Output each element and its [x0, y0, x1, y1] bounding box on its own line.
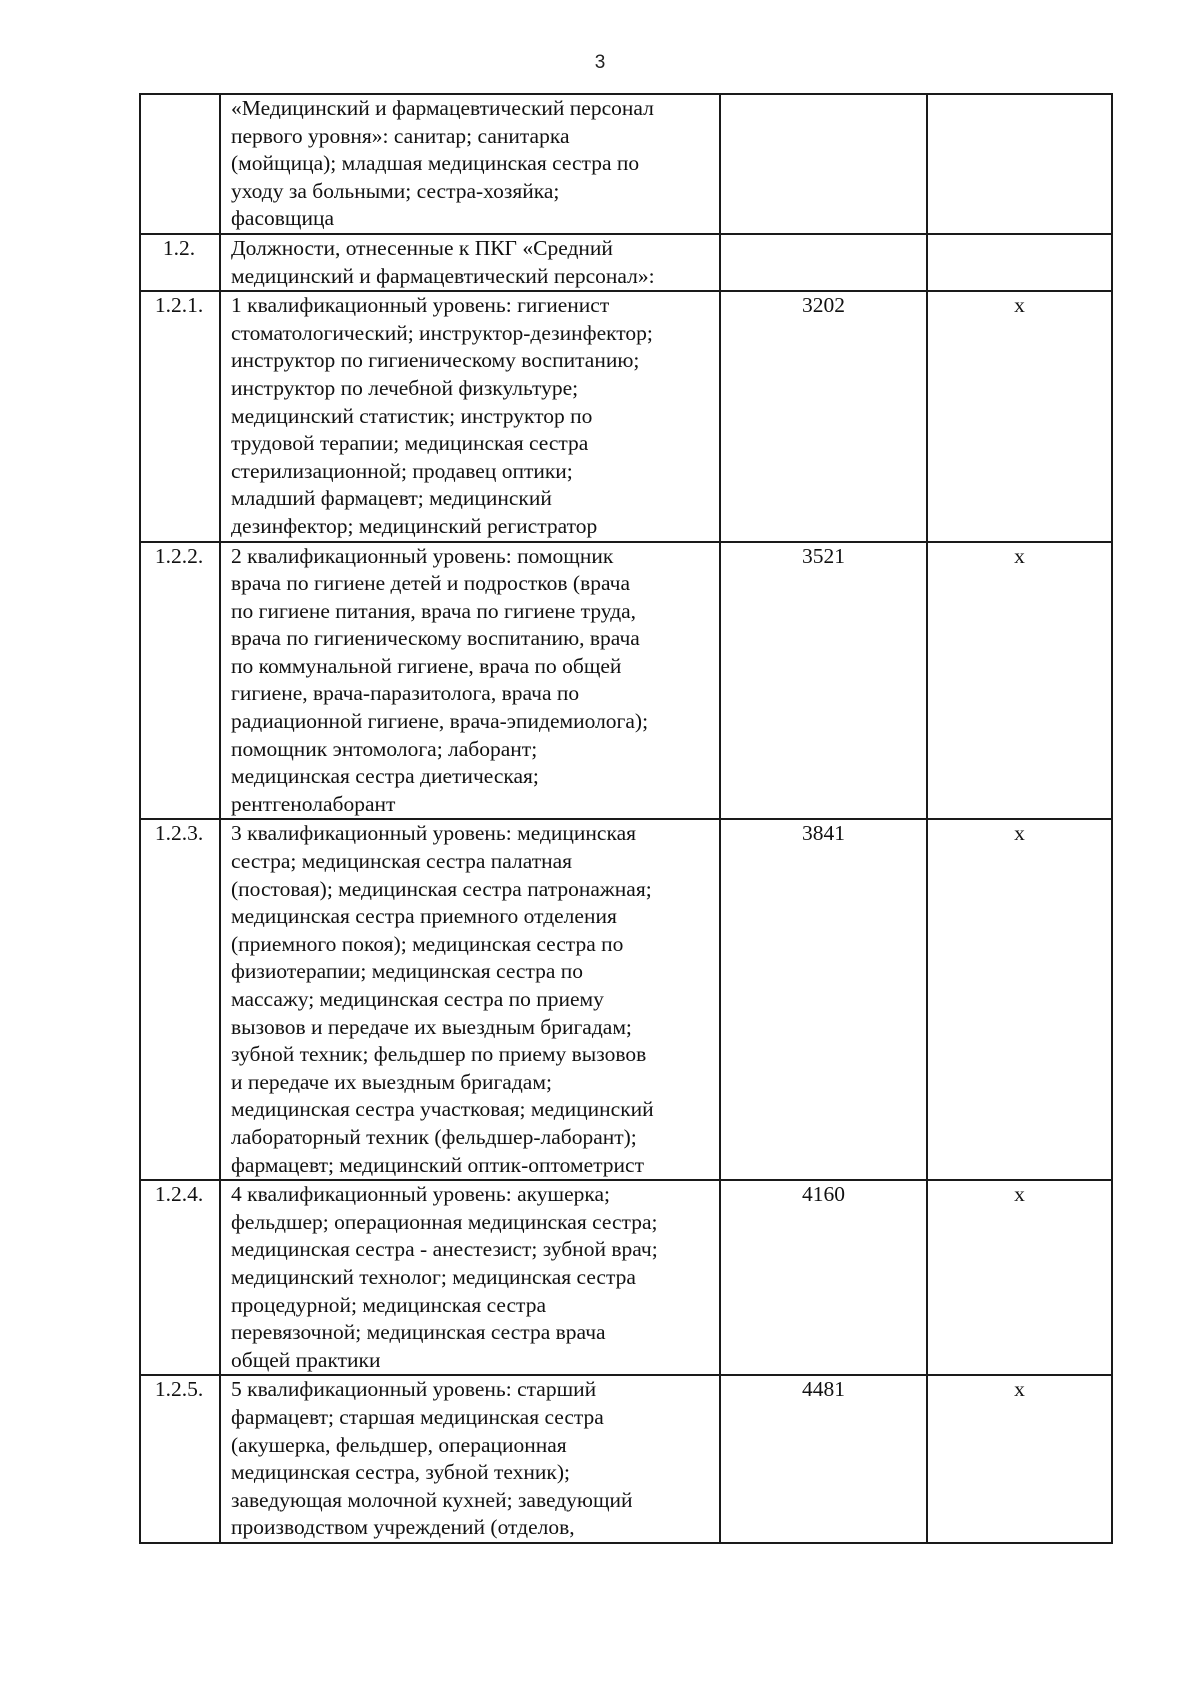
description-line: 5 квалификационный уровень: старший — [231, 1377, 597, 1402]
description-line: медицинский и фармацевтический персонал»: — [231, 263, 655, 288]
position-description — [220, 234, 720, 291]
description-line: (приемного покоя); медицинская сестра по — [231, 931, 624, 956]
description-line: общей практики — [231, 1347, 381, 1372]
salary-amount — [720, 234, 927, 291]
description-line: (постовая); медицинская сестра патронажная; — [231, 876, 652, 901]
description-line: по коммунальной гигиене, врача по общей — [231, 653, 622, 678]
description-line: врача по гигиене детей и подростков (врача — [231, 571, 631, 596]
description-line: стерилизационной; продавец оптики; — [231, 458, 573, 483]
row-number: 1.2. — [140, 234, 220, 291]
row-number: 1.2.3. — [140, 819, 220, 1180]
row-number: 1.2.4. — [140, 1180, 220, 1375]
salary-amount: 4160 — [720, 1180, 927, 1375]
row-number: 1.2.2. — [140, 542, 220, 820]
row-number — [140, 94, 220, 234]
description-line: врача по гигиеническому воспитанию, врача — [231, 626, 640, 651]
mark-cell: х — [927, 1180, 1112, 1375]
description-line: сестра; медицинская сестра палатная — [231, 849, 573, 874]
description-line: первого уровня»: санитар; санитарка — [231, 123, 570, 148]
description-line: помощник энтомолога; лаборант; — [231, 736, 538, 761]
table-row — [140, 234, 1112, 291]
salary-amount: 4481 — [720, 1375, 927, 1543]
position-description — [220, 819, 720, 1180]
salary-amount: 3841 — [720, 819, 927, 1180]
description-line: 2 квалификационный уровень: помощник — [231, 543, 614, 568]
table-row — [140, 94, 1112, 234]
position-description — [220, 1375, 720, 1543]
description-line: трудовой терапии; медицинская сестра — [231, 431, 589, 456]
salary-amount — [720, 94, 927, 234]
description-line: радиационной гигиене, врача-эпидемиолога); — [231, 709, 649, 734]
table-row — [140, 819, 1112, 1180]
description-line: гигиене, врача-паразитолога, врача по — [231, 681, 580, 706]
table-row — [140, 1375, 1112, 1543]
description-line: (мойщица); младшая медицинская сестра по — [231, 151, 640, 176]
description-line: 3 квалификационный уровень: медицинская — [231, 821, 637, 846]
description-line: медицинская сестра, зубной техник); — [231, 1460, 571, 1485]
description-line: фасовщица — [231, 206, 335, 231]
table-body — [140, 94, 1112, 1543]
description-line: дезинфектор; медицинский регистратор — [231, 513, 598, 538]
description-line: перевязочной; медицинская сестра врача — [231, 1320, 606, 1345]
table-row — [140, 542, 1112, 820]
description-line: процедурной; медицинская сестра — [231, 1292, 546, 1317]
description-line: медицинская сестра приемного отделения — [231, 904, 617, 929]
mark-cell: х — [927, 819, 1112, 1180]
description-line: и передаче их выездным бригадам; — [231, 1069, 552, 1094]
description-line: Должности, отнесенные к ПКГ «Средний — [231, 235, 613, 260]
description-line: фармацевт; старшая медицинская сестра — [231, 1404, 604, 1429]
description-line: 1 квалификационный уровень: гигиенист — [231, 293, 610, 318]
description-line: заведующая молочной кухней; заведующий — [231, 1487, 633, 1512]
description-line: 4 квалификационный уровень: акушерка; — [231, 1182, 611, 1207]
description-line: (акушерка, фельдшер, операционная — [231, 1432, 567, 1457]
row-number: 1.2.1. — [140, 291, 220, 541]
mark-cell: х — [927, 291, 1112, 541]
description-line: физиотерапии; медицинская сестра по — [231, 959, 584, 984]
description-line: стоматологический; инструктор-дезинфектор; — [231, 320, 653, 345]
description-line: младший фармацевт; медицинский — [231, 486, 552, 511]
mark-cell — [927, 94, 1112, 234]
description-line: медицинский статистик; инструктор по — [231, 403, 593, 428]
description-line: фармацевт; медицинский оптик-оптометрист — [231, 1152, 644, 1177]
description-line: инструктор по лечебной физкультуре; — [231, 375, 579, 400]
description-line: фельдшер; операционная медицинская сестра; — [231, 1209, 658, 1234]
description-line: медицинская сестра участковая; медицинский — [231, 1097, 654, 1122]
description-line: медицинский технолог; медицинская сестра — [231, 1264, 636, 1289]
description-line: лабораторный техник (фельдшер-лаборант); — [231, 1124, 637, 1149]
description-line: инструктор по гигиеническому воспитанию; — [231, 348, 640, 373]
salary-amount: 3202 — [720, 291, 927, 541]
salary-amount: 3521 — [720, 542, 927, 820]
mark-cell: х — [927, 542, 1112, 820]
description-line: производством учреждений (отделов, — [231, 1515, 575, 1540]
position-description — [220, 542, 720, 820]
description-line: «Медицинский и фармацевтический персонал — [231, 96, 654, 120]
table-row — [140, 1180, 1112, 1375]
row-number: 1.2.5. — [140, 1375, 220, 1543]
description-line: рентгенолаборант — [231, 791, 396, 816]
position-description — [220, 1180, 720, 1375]
description-line: вызовов и передаче их выездным бригадам; — [231, 1014, 632, 1039]
mark-cell — [927, 234, 1112, 291]
description-line: уходу за больными; сестра-хозяйка; — [231, 178, 560, 203]
page-number: 3 — [594, 52, 606, 73]
table-row — [140, 291, 1112, 541]
salary-table — [139, 93, 1113, 1544]
mark-cell: х — [927, 1375, 1112, 1543]
position-description — [220, 291, 720, 541]
description-line: зубной техник; фельдшер по приему вызовов — [231, 1042, 647, 1067]
position-description — [220, 94, 720, 234]
description-line: медицинская сестра диетическая; — [231, 764, 539, 789]
description-line: по гигиене питания, врача по гигиене труда, — [231, 598, 637, 623]
description-line: массажу; медицинская сестра по приему — [231, 987, 604, 1011]
description-line: медицинская сестра - анестезист; зубной врач; — [231, 1237, 658, 1262]
